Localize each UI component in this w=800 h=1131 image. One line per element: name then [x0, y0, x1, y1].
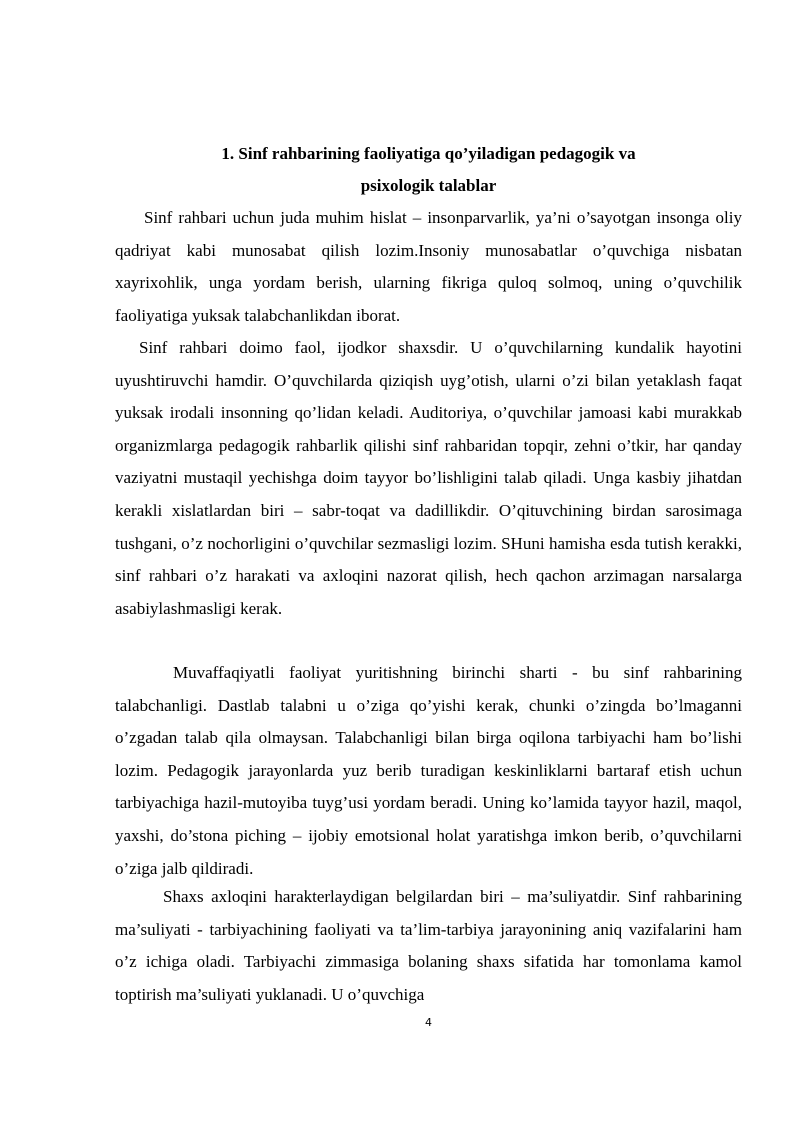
paragraph-3: Muvaffaqiyatli faoliyat yuritishning birinchi sharti - bu sinf rahbarining talabchanligi. Dastlab talabni u o’ziga qo’yishi kerak, chunki o’zingda bo’lmaganni o’zgadan talab qila olmaysan. Talabchanligi bilan birga oqilona tarbiyachi ham bo’lishi lozim. Pedagogik jarayonlarda yuz berib turadigan keskinliklarni bartaraf etish uchun tarbiyachiga hazil-mutoyiba tuyg’usi yordam beradi. Uning ko’lamida tayyor hazil, maqol, yaxshi, do’stona piching – ijobiy emotsional holat yaratishga imkon berib, o’quvchilarni o’ziga jalb qildiradi.	[115, 663, 742, 878]
page-number: 4	[425, 1016, 432, 1029]
paragraph-2: Sinf rahbari doimo faol, ijodkor shaxsdir. U o’quvchilarning kundalik hayotini uyushtiruvchi hamdir. O’quvchilarda qiziqish uyg’otish, ularni o’zi bilan yetaklash faqat yuksak irodali insonning qo’lidan keladi. Auditoriya, o’quvchilar jamoasi kabi murakkab organizmlarga pedagogik rahbarlik qilishi sinf rahbaridan topqir, zehni o’tkir, har qanday vaziyatni mustaqil yechishga doim tayyor bo’lishligini talab qiladi. Unga kasbiy jihatdan kerakli xislatlardan biri – sabr-toqat va dadillikdir. O’qituvchining birdan sarosimaga tushgani, o’z nochorligini o’quvchilar sezmasligi lozim. SHuni hamisha esda tutish kerakki, sinf rahbari o’z harakati va axloqini nazorat qilish, hech qachon arzimagan narsalarga asabiylashmasligi kerak.	[115, 338, 742, 618]
section-heading-line-1: 1. Sinf rahbarining faoliyatiga qo’yiladigan pedagogik va	[221, 144, 636, 163]
section-heading-line-2: psixologik talablar	[360, 176, 497, 195]
paragraph-1: Sinf rahbari uchun juda muhim hislat – insonparvarlik, ya’ni o’sayotgan insonga oliy qadriyat kabi munosabat qilish lozim.Insoniy munosabatlar o’quvchiga nisbatan xayrixohlik, unga yordam berish, ularning fikriga quloq solmoq, uning o’quvchilik faoliyatiga yuksak talabchanlikdan iborat.	[115, 208, 742, 325]
paragraph-4: Shaxs axloqini harakterlaydigan belgilardan biri – ma’suliyatdir. Sinf rahbarining ma’suliyati - tarbiyachining faoliyati va ta’lim-tarbiya jarayonining aniq vazifalarini ham o’z ichiga oladi. Tarbiyachi zimmasiga bolaning shaxs sifatida har tomonlama kamol toptirish ma’suliyati yuklanadi. U o’quvchiga	[115, 887, 742, 1004]
